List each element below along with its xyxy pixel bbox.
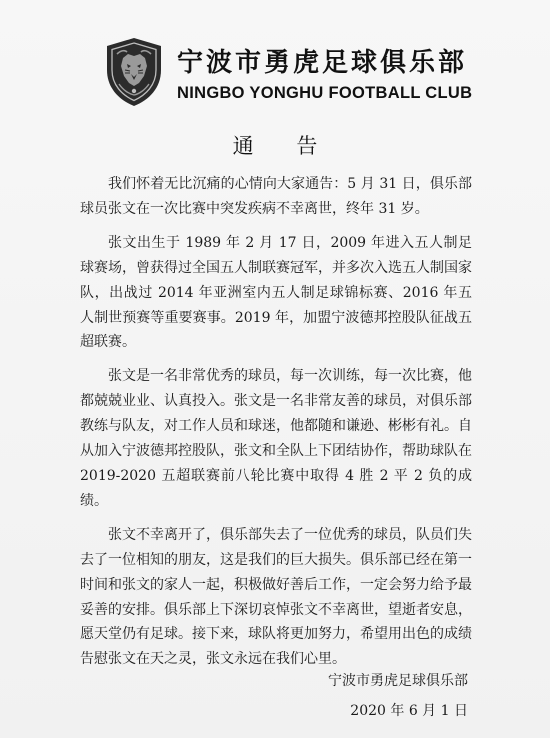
paragraph-2: 张文出生于 1989 年 2 月 17 日，2009 年进入五人制足球赛场，曾获得过全国五人制联赛冠军，并多次入选五人制国家队，出战过 2014 年亚洲室内五人制足球锦标赛、2016 年五人制世预赛等重要赛事。2019 年，加盟宁波德邦控股队征战五超联赛。 — [80, 234, 472, 351]
club-name-en: NINGBO YONGHU FOOTBALL CLUB — [177, 84, 473, 102]
paragraph-4: 张文不幸离开了，俱乐部失去了一位优秀的球员，队员们失去了一位相知的朋友，这是我们的巨大损失。俱乐部已经在第一时间和张文的家人一起，积极做好善后工作，一定会努力给予最妥善的安排。俱乐部上下深切哀悼张文不幸离世，望逝者安息，愿天堂仍有足球。接下来，球队将更加努力，希望用出色的成绩告慰张文在天之灵，张文永远在我们心里。 — [80, 526, 472, 668]
notice-body — [80, 172, 472, 681]
paragraph-3: 张文是一名非常优秀的球员，每一次训练，每一次比赛，他都兢兢业业、认真投入。张文是一名非常友善的球员，对俱乐部教练与队友，对工作人员和球迷，他都随和谦逊、彬彬有礼。自从加入宁波德邦控股队，张文和全队上下团结协作，帮助球队在 2019-2020 五超联赛前八轮比赛中取得 4 胜 2 平 2 负的成绩。 — [80, 368, 472, 509]
tiger-crest-icon — [103, 36, 165, 108]
paragraph-1: 我们怀着无比沉痛的心情向大家通告：5 月 31 日，俱乐部球员张文在一次比赛中突发疾病不幸离世，终年 31 岁。 — [80, 176, 472, 217]
notice-title: 通 告 — [232, 134, 336, 158]
signature-block — [328, 666, 468, 726]
signature-organization: 宁波市勇虎足球俱乐部 — [328, 673, 468, 689]
club-header — [103, 36, 473, 108]
club-name-cn: 宁波市勇虎足球俱乐部 — [177, 48, 468, 78]
signature-date: 2020 年 6 月 1 日 — [350, 703, 468, 719]
